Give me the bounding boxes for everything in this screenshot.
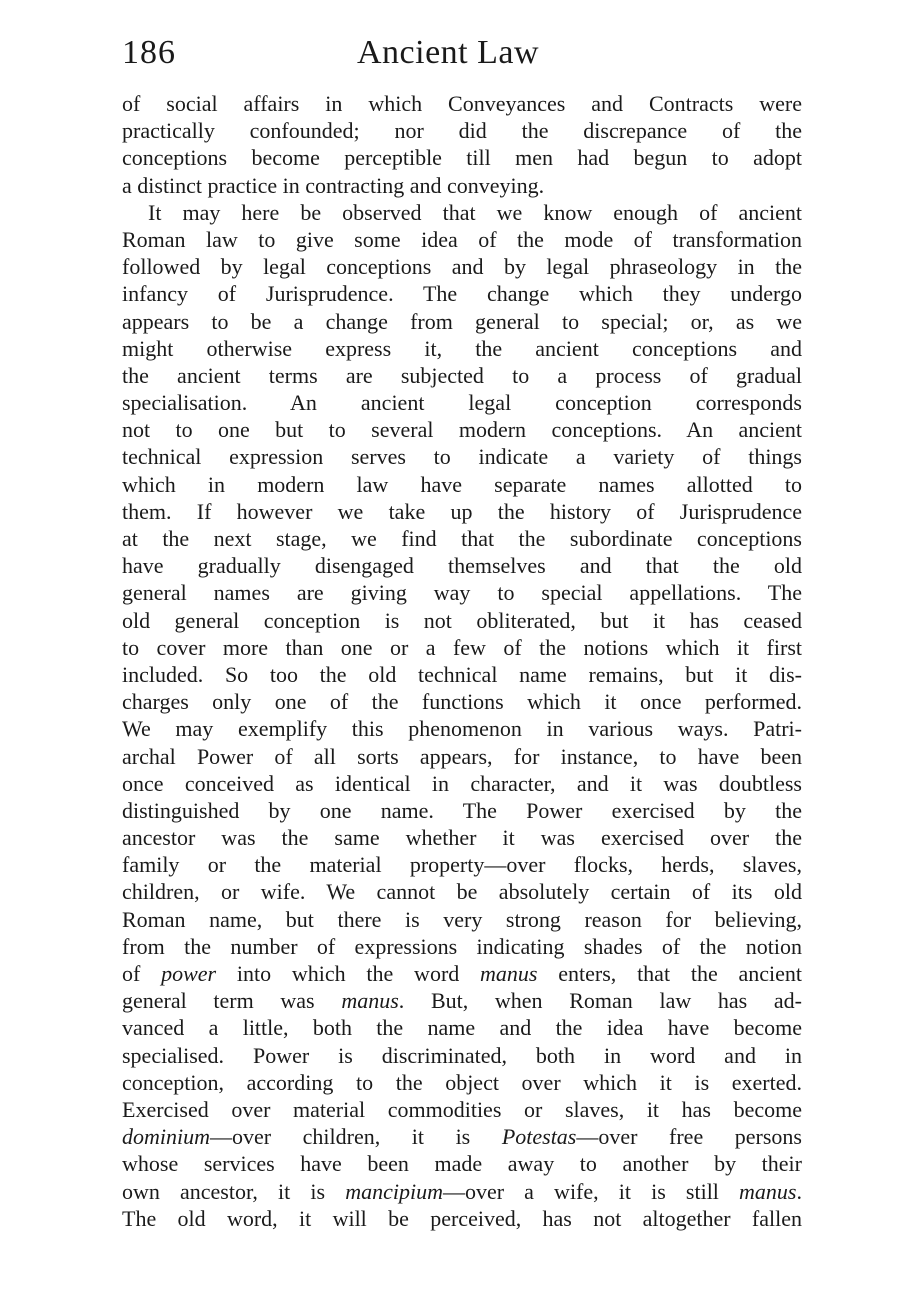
text-line: Roman law to give some idea of the mode of transformation	[122, 226, 802, 252]
text-line: family or the material property—over flocks, herds, slaves,	[122, 852, 802, 878]
text-line: not to one but to several modern conceptions. An ancient	[122, 417, 802, 443]
text-line: appears to be a change from general to special; or, as we	[122, 308, 802, 334]
text-line: distinguished by one name. The Power exercised by the	[122, 797, 802, 823]
text-line: them. If however we take up the history of Jurisprudence	[122, 498, 802, 524]
text-line: own ancestor, it is mancipium—over a wife, it is still manus.	[122, 1178, 802, 1204]
text-line: infancy of Jurisprudence. The change which they undergo	[122, 281, 802, 307]
text-line: of social affairs in which Conveyances and Contracts were	[122, 91, 802, 116]
text-line: have gradually disengaged themselves and that the old	[122, 553, 802, 579]
text-line: Exercised over material commodities or slaves, it has become	[122, 1096, 802, 1122]
running-title: Ancient Law	[357, 34, 540, 71]
text-line: which in modern law have separate names allotted to	[122, 471, 802, 497]
page-number: 186	[122, 34, 176, 71]
text-line: practically confounded; nor did the discrepance of the	[122, 118, 802, 144]
paragraph	[122, 90, 802, 199]
body-text	[122, 90, 802, 1232]
text-line: included. So too the old technical name remains, but it dis-	[122, 661, 802, 687]
text-line: archal Power of all sorts appears, for instance, to have been	[122, 743, 802, 769]
text-line: general term was manus. But, when Roman law has ad-	[122, 988, 803, 1014]
text-line: We may exemplify this phenomenon in various ways. Patri-	[122, 716, 802, 742]
running-head	[122, 30, 802, 82]
text-line: conception, according to the object over which it is exerted.	[122, 1069, 802, 1095]
text-line: dominium—over children, it is Potestas—over free persons	[122, 1124, 802, 1150]
text-line: a distinct practice in contracting and conveying.	[122, 172, 545, 198]
text-line: the ancient terms are subjected to a process of gradual	[122, 362, 802, 388]
text-line: general names are giving way to special appellations. The	[122, 580, 802, 606]
text-line: of power into which the word manus enters, that the ancient	[122, 961, 802, 986]
text-line: Roman name, but there is very strong reason for believing,	[122, 906, 802, 932]
text-line: specialisation. An ancient legal conception corresponds	[122, 390, 802, 416]
paragraph	[122, 199, 802, 1232]
text-line: from the number of expressions indicating shades of the notion	[122, 933, 802, 959]
text-line: conceptions become perceptible till men had begun to adopt	[122, 145, 802, 171]
text-line: old general conception is not obliterated, but it has ceased	[122, 607, 802, 633]
text-line: to cover more than one or a few of the notions which it first	[122, 634, 802, 660]
text-line: The old word, it will be perceived, has not altogether fallen	[122, 1205, 802, 1231]
text-line: ancestor was the same whether it was exercised over the	[122, 825, 802, 851]
text-line: at the next stage, we find that the subordinate conceptions	[122, 526, 802, 551]
text-line: specialised. Power is discriminated, both in word and in	[122, 1042, 802, 1068]
text-line: might otherwise express it, the ancient conceptions and	[122, 335, 802, 361]
text-line: children, or wife. We cannot be absolutely certain of its old	[122, 879, 802, 905]
text-line: followed by legal conceptions and by legal phraseology in the	[122, 254, 802, 280]
text-line: vanced a little, both the name and the idea have become	[122, 1015, 802, 1041]
text-line: once conceived as identical in character, and it was doubtless	[122, 770, 802, 796]
text-line: whose services have been made away to another by their	[122, 1151, 802, 1177]
text-line: charges only one of the functions which it once performed.	[122, 689, 802, 715]
text-line: It may here be observed that we know enough of ancient	[148, 199, 802, 225]
text-line: technical expression serves to indicate a variety of things	[122, 444, 802, 470]
